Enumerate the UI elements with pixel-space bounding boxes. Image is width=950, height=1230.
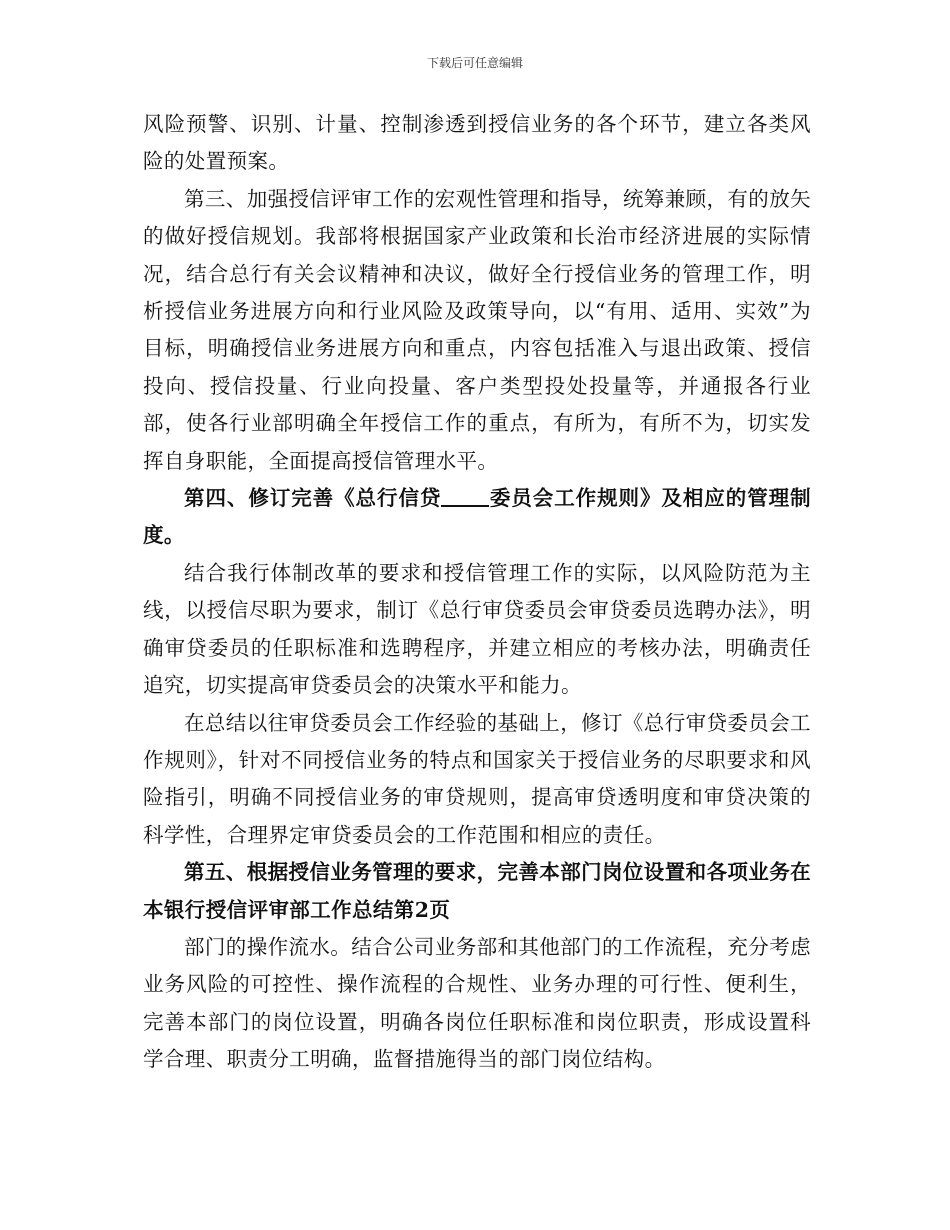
- heading-fifth-point: 第五、根据授信业务管理的要求，完善本部门岗位设置和各项业务在本银行授信评审部工作总结第2页: [143, 860, 811, 922]
- paragraph-third-point: 第三、加强授信评审工作的宏观性管理和指导，统筹兼顾，有的放矢的做好授信规划。我部将根据国家产业政策和长治市经济进展的实际情况，结合总行有关会议精神和决议，做好全行授信业务的管理工作，明析授信业务进展方向和行业风险及政策导向，以“有用、适用、实效”为目标，明确授信业务进展方向和重点，内容包括准入与退出政策、授信投向、授信投量、行业向投量、客户类型投处投量等，并通报各行业部，使各行业部明确全年授信工作的重点，有所为，有所不为，切实发挥自身职能，全面提高授信管理水平。: [143, 186, 811, 473]
- page-header: 下载后可任意编辑: [426, 56, 523, 70]
- heading-fourth-text-before: 第四、修订完善《总行信贷: [184, 486, 442, 511]
- blank-underline: [441, 485, 489, 508]
- document-body: [143, 106, 811, 1079]
- heading-fourth-text-after: 委员会工作规则》及相应的管理制度。: [143, 486, 811, 548]
- paragraph-risk-warning: 风险预警、识别、计量、控制渗透到授信业务的各个环节，建立各类风险的处置预案。: [143, 112, 811, 174]
- paragraph-work-rules: 在总结以往审贷委员会工作经验的基础上，修订《总行审贷委员会工作规则》，针对不同授信业务的特点和国家关于授信业务的尽职要求和风险指引，明确不同授信业务的审贷规则，提高审贷透明度和审贷决策的科学性，合理界定审贷委员会的工作范围和相应的责任。: [143, 710, 811, 847]
- heading-fourth-point: [143, 480, 811, 555]
- paragraph-operation-flow: 部门的操作流水。结合公司业务部和其他部门的工作流程，充分考虑业务风险的可控性、操作流程的合规性、业务办理的可行性、便利生，完善本部门的岗位设置，明确各岗位任职标准和岗位职责，形成设置科学合理、职责分工明确，监督措施得当的部门岗位结构。: [143, 934, 811, 1072]
- paragraph-selection-method: 结合我行体制改革的要求和授信管理工作的实际，以风险防范为主线，以授信尽职为要求，制订《总行审贷委员会审贷委员选聘办法》，明确审贷委员的任职标准和选聘程序，并建立相应的考核办法，明确责任追究，切实提高审贷委员会的决策水平和能力。: [143, 560, 811, 698]
